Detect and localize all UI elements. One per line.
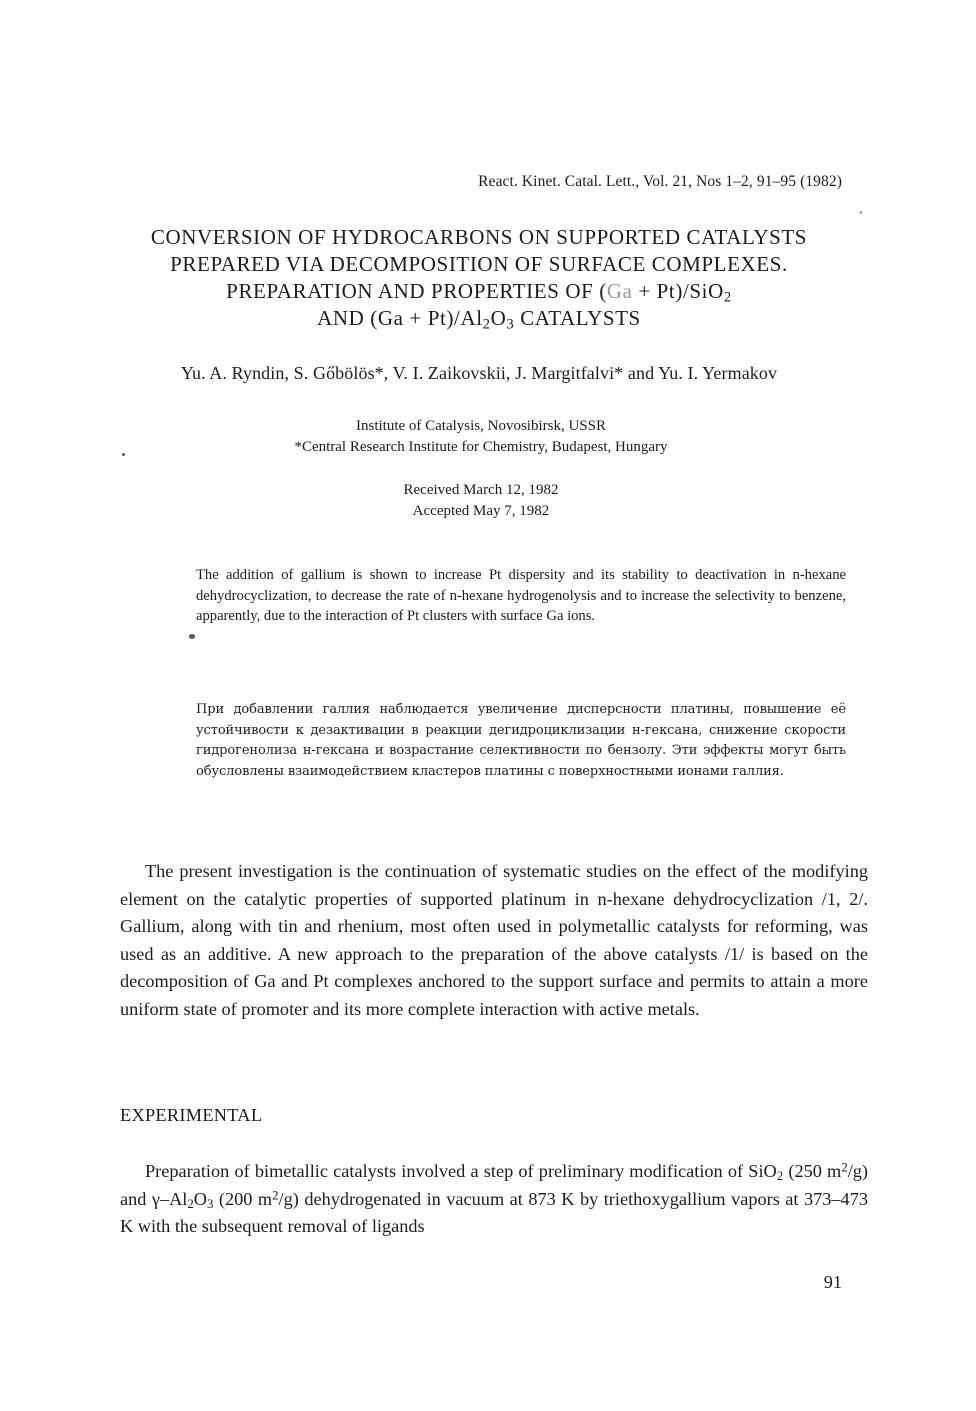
experimental-paragraph: Preparation of bimetallic catalysts involved a step of preliminary modification of SiO$_2$ (250 $m^2/g$) and $\gamma-Al_2O_3$ (200 $m^2/g$) dehydrogenated in vacuum at 873 K by triethoxygallium vapors at 373–473 K with the subsequent removal of ligands xyxy=(120,1160,868,1236)
section-heading-experimental: EXPERIMENTAL xyxy=(120,1105,263,1125)
affiliation-1: Institute of Catalysis, Novosibirsk, USSR xyxy=(355,418,606,434)
title-line-3: PREPARATION AND PROPERTIES OF (Ga + Pt)/SiO$_2$ xyxy=(226,279,732,306)
paper-title xyxy=(0,224,958,332)
affiliations xyxy=(0,416,962,458)
intro-paragraph: The present investigation is the continuation of systematic studies on the effect of the modifying element on the catalytic properties of supported platinum in n-hexane dehydrocyclization /1, 2/. Gallium, along with tin and rhenium, most often used in polymetallic catalysts for reforming, was used as an additive. A new approach to the preparation of the above catalysts /1/ is based on the decomposition of Ga and Pt complexes anchored to the support surface and permits to attain a more uniform state of promoter and its more complete interaction with active metals. xyxy=(120,861,868,1019)
author-list: Yu. A. Ryndin, S. Gőbölös*, V. I. Zaikovskii, J. Margitfalvi* and Yu. I. Yermakov xyxy=(180,363,778,383)
affiliation-2: *Central Research Institute for Chemistry, Budapest, Hungary xyxy=(294,439,668,455)
abstract-english: The addition of gallium is shown to increase Pt dispersity and its stability to deactivation in n-hexane dehydrocyclization, to decrease the rate of n-hexane hydrogenolysis and to increase the selectivity to benzene, apparently, due to the interaction of Pt clusters with surface Ga ions. xyxy=(196,567,846,624)
submission-dates xyxy=(0,480,962,522)
page-number: 91 xyxy=(823,1272,842,1292)
scan-speck xyxy=(122,453,125,456)
scan-speck xyxy=(860,211,862,214)
abstract-russian: При добавлении галлия наблюдается увеличение дисперсности платины, повышение её устойчивости к дезактивации в реакции дегидроциклизации н-гексана, снижение скорости гидрогенолиза н-гексана и возрастание селективности по бензолу. Эти эффекты могут быть обусловлены взаимодействием кластеров платины с поверхностными ионами галлия. xyxy=(196,702,846,779)
received-date: Received March 12, 1982 xyxy=(403,482,559,498)
title-line-1: CONVERSION OF HYDROCARBONS ON SUPPORTED CATALYSTS xyxy=(150,225,808,249)
journal-reference: React. Kinet. Catal. Lett., Vol. 21, Nos 1–2, 91–95 (1982) xyxy=(478,173,842,190)
accepted-date: Accepted May 7, 1982 xyxy=(412,503,550,519)
title-line-2: PREPARED VIA DECOMPOSITION OF SURFACE COMPLEXES. xyxy=(170,252,788,276)
scan-speck xyxy=(189,634,195,639)
title-line-4: AND $(Ga + Pt)/Al_2O_3$ CATALYSTS xyxy=(317,306,641,333)
